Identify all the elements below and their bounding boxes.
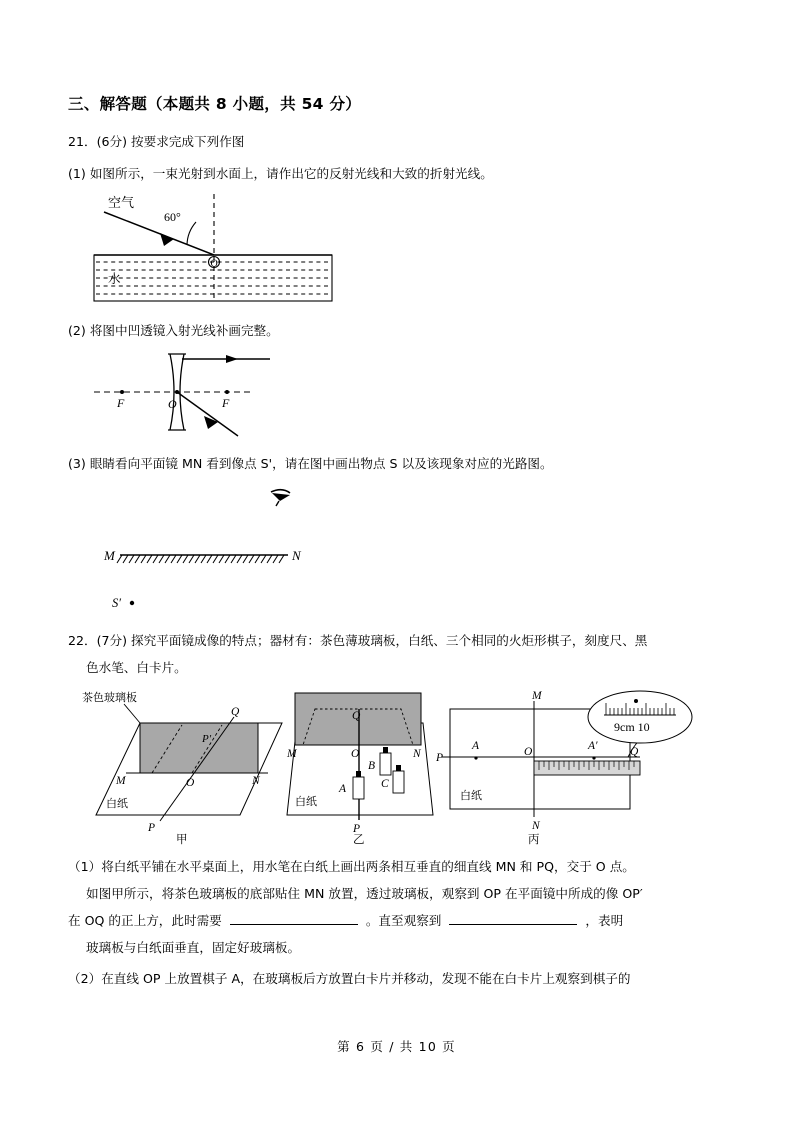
plane-mirror-figure: [68, 479, 728, 619]
experiment-figures-row: [68, 687, 728, 847]
svg-text:M: M: [287, 748, 297, 760]
svg-text:A: A: [339, 783, 347, 795]
answer-blank-2[interactable]: [449, 912, 577, 925]
experiment-yi-figure: [273, 687, 438, 845]
ruler-reading-label: 9cm 10: [614, 720, 650, 734]
svg-text:Q: Q: [630, 746, 639, 758]
mirror-right-label: N: [292, 548, 301, 563]
figure-caption-yi: 乙: [353, 832, 365, 845]
point-o-label: O: [210, 258, 218, 270]
question-21-part-3-label: (3) 眼睛看向平面镜 MN 看到像点 S'，请在图中画出物点 S 以及该现象对应的光路图。: [68, 456, 553, 471]
svg-text:N: N: [252, 775, 260, 787]
answer-blank-1[interactable]: [230, 912, 358, 925]
air-label: 空气: [108, 196, 135, 211]
svg-text:P: P: [353, 823, 361, 835]
svg-text:A′: A′: [588, 740, 598, 752]
paper-label-jia: 白纸: [106, 797, 128, 810]
question-22-header-line1: 22．(7分) 探究平面镜成像的特点；器材有：茶色薄玻璃板，白纸、三个相同的火炬形棋子，刻度尺、黑: [68, 633, 648, 648]
svg-text:M: M: [532, 690, 542, 702]
svg-text:O: O: [351, 748, 360, 760]
water-label: 水: [108, 271, 121, 286]
section-heading: 三、解答题（本题共 8 小题，共 54 分）: [68, 95, 362, 113]
q22-sub2-line1: （2）在直线 OP 上放置棋子 A，在玻璃板后方放置白卡片并移动，发现不能在白卡片上观察到棋子的: [68, 971, 631, 986]
chess-piece-a: [338, 771, 364, 799]
question-21-part-1-label: (1) 如图所示，一束光射到水面上，请作出它的反射光线和大致的折射光线。: [68, 166, 493, 181]
glass-plate-label: 茶色玻璃板: [82, 691, 137, 704]
svg-text:P: P: [148, 822, 156, 834]
concave-lens-figure: [68, 346, 728, 438]
svg-text:C: C: [381, 778, 389, 790]
svg-text:M: M: [116, 775, 126, 787]
svg-text:Q: Q: [231, 706, 240, 718]
page-footer: 第 6 页 / 共 10 页: [337, 1039, 456, 1054]
question-21-header: 21．(6分) 按要求完成下列作图: [68, 134, 245, 149]
ruler-callout: [588, 691, 692, 743]
q22-sub1-line3: [68, 907, 728, 934]
q22-sub1-line4: 玻璃板与白纸面垂直，固定好玻璃板。: [86, 940, 301, 955]
image-point-label: S′: [112, 596, 121, 610]
svg-text:O: O: [186, 777, 195, 789]
svg-text:N: N: [413, 748, 421, 760]
question-22-header-line2: 色水笔、白卡片。: [86, 660, 187, 675]
paper-label-yi: 白纸: [295, 795, 317, 808]
paper-label-bing: 白纸: [460, 789, 482, 802]
page-content: [68, 92, 728, 992]
svg-text:O: O: [524, 746, 533, 758]
svg-text:N: N: [532, 820, 540, 832]
q22-sub1-line3-a: 在 OQ 的正上方，此时需要: [68, 913, 222, 928]
angle-label-60: 60°: [164, 210, 181, 224]
figure-caption-jia: 甲: [176, 832, 188, 845]
focus-left-label: F: [117, 396, 125, 410]
svg-text:A: A: [472, 740, 480, 752]
ruler: [534, 761, 640, 775]
q22-sub1-line3-c: ，表明: [585, 913, 624, 928]
mirror-left-label: M: [104, 548, 115, 563]
q22-sub1-line3-b: 。直至观察到: [365, 913, 442, 928]
q22-sub1-line1: （1）将白纸平铺在水平桌面上，用水笔在白纸上画出两条相互垂直的细直线 MN 和 PQ，交于 O 点。: [68, 859, 635, 874]
q22-sub1-line2: 如图甲所示，将茶色玻璃板的底部贴住 MN 放置，透过玻璃板，观察到 OP 在平面镜中所成的像 OP′: [86, 886, 643, 901]
svg-text:B: B: [368, 760, 376, 772]
lens-center-label: O: [168, 397, 177, 411]
focus-right-label: F: [222, 396, 230, 410]
figure-caption-bing: 丙: [528, 832, 540, 845]
chess-piece-b: [368, 747, 391, 775]
eye-icon: [271, 490, 290, 506]
svg-text:P′: P′: [202, 733, 212, 745]
experiment-bing-figure: [436, 687, 696, 845]
svg-text:P: P: [436, 752, 444, 764]
refraction-water-figure: [68, 189, 728, 311]
svg-text:Q: Q: [352, 710, 361, 722]
experiment-jia-figure: [82, 687, 287, 845]
question-21-part-2-label: (2) 将图中凹透镜入射光线补画完整。: [68, 323, 279, 338]
